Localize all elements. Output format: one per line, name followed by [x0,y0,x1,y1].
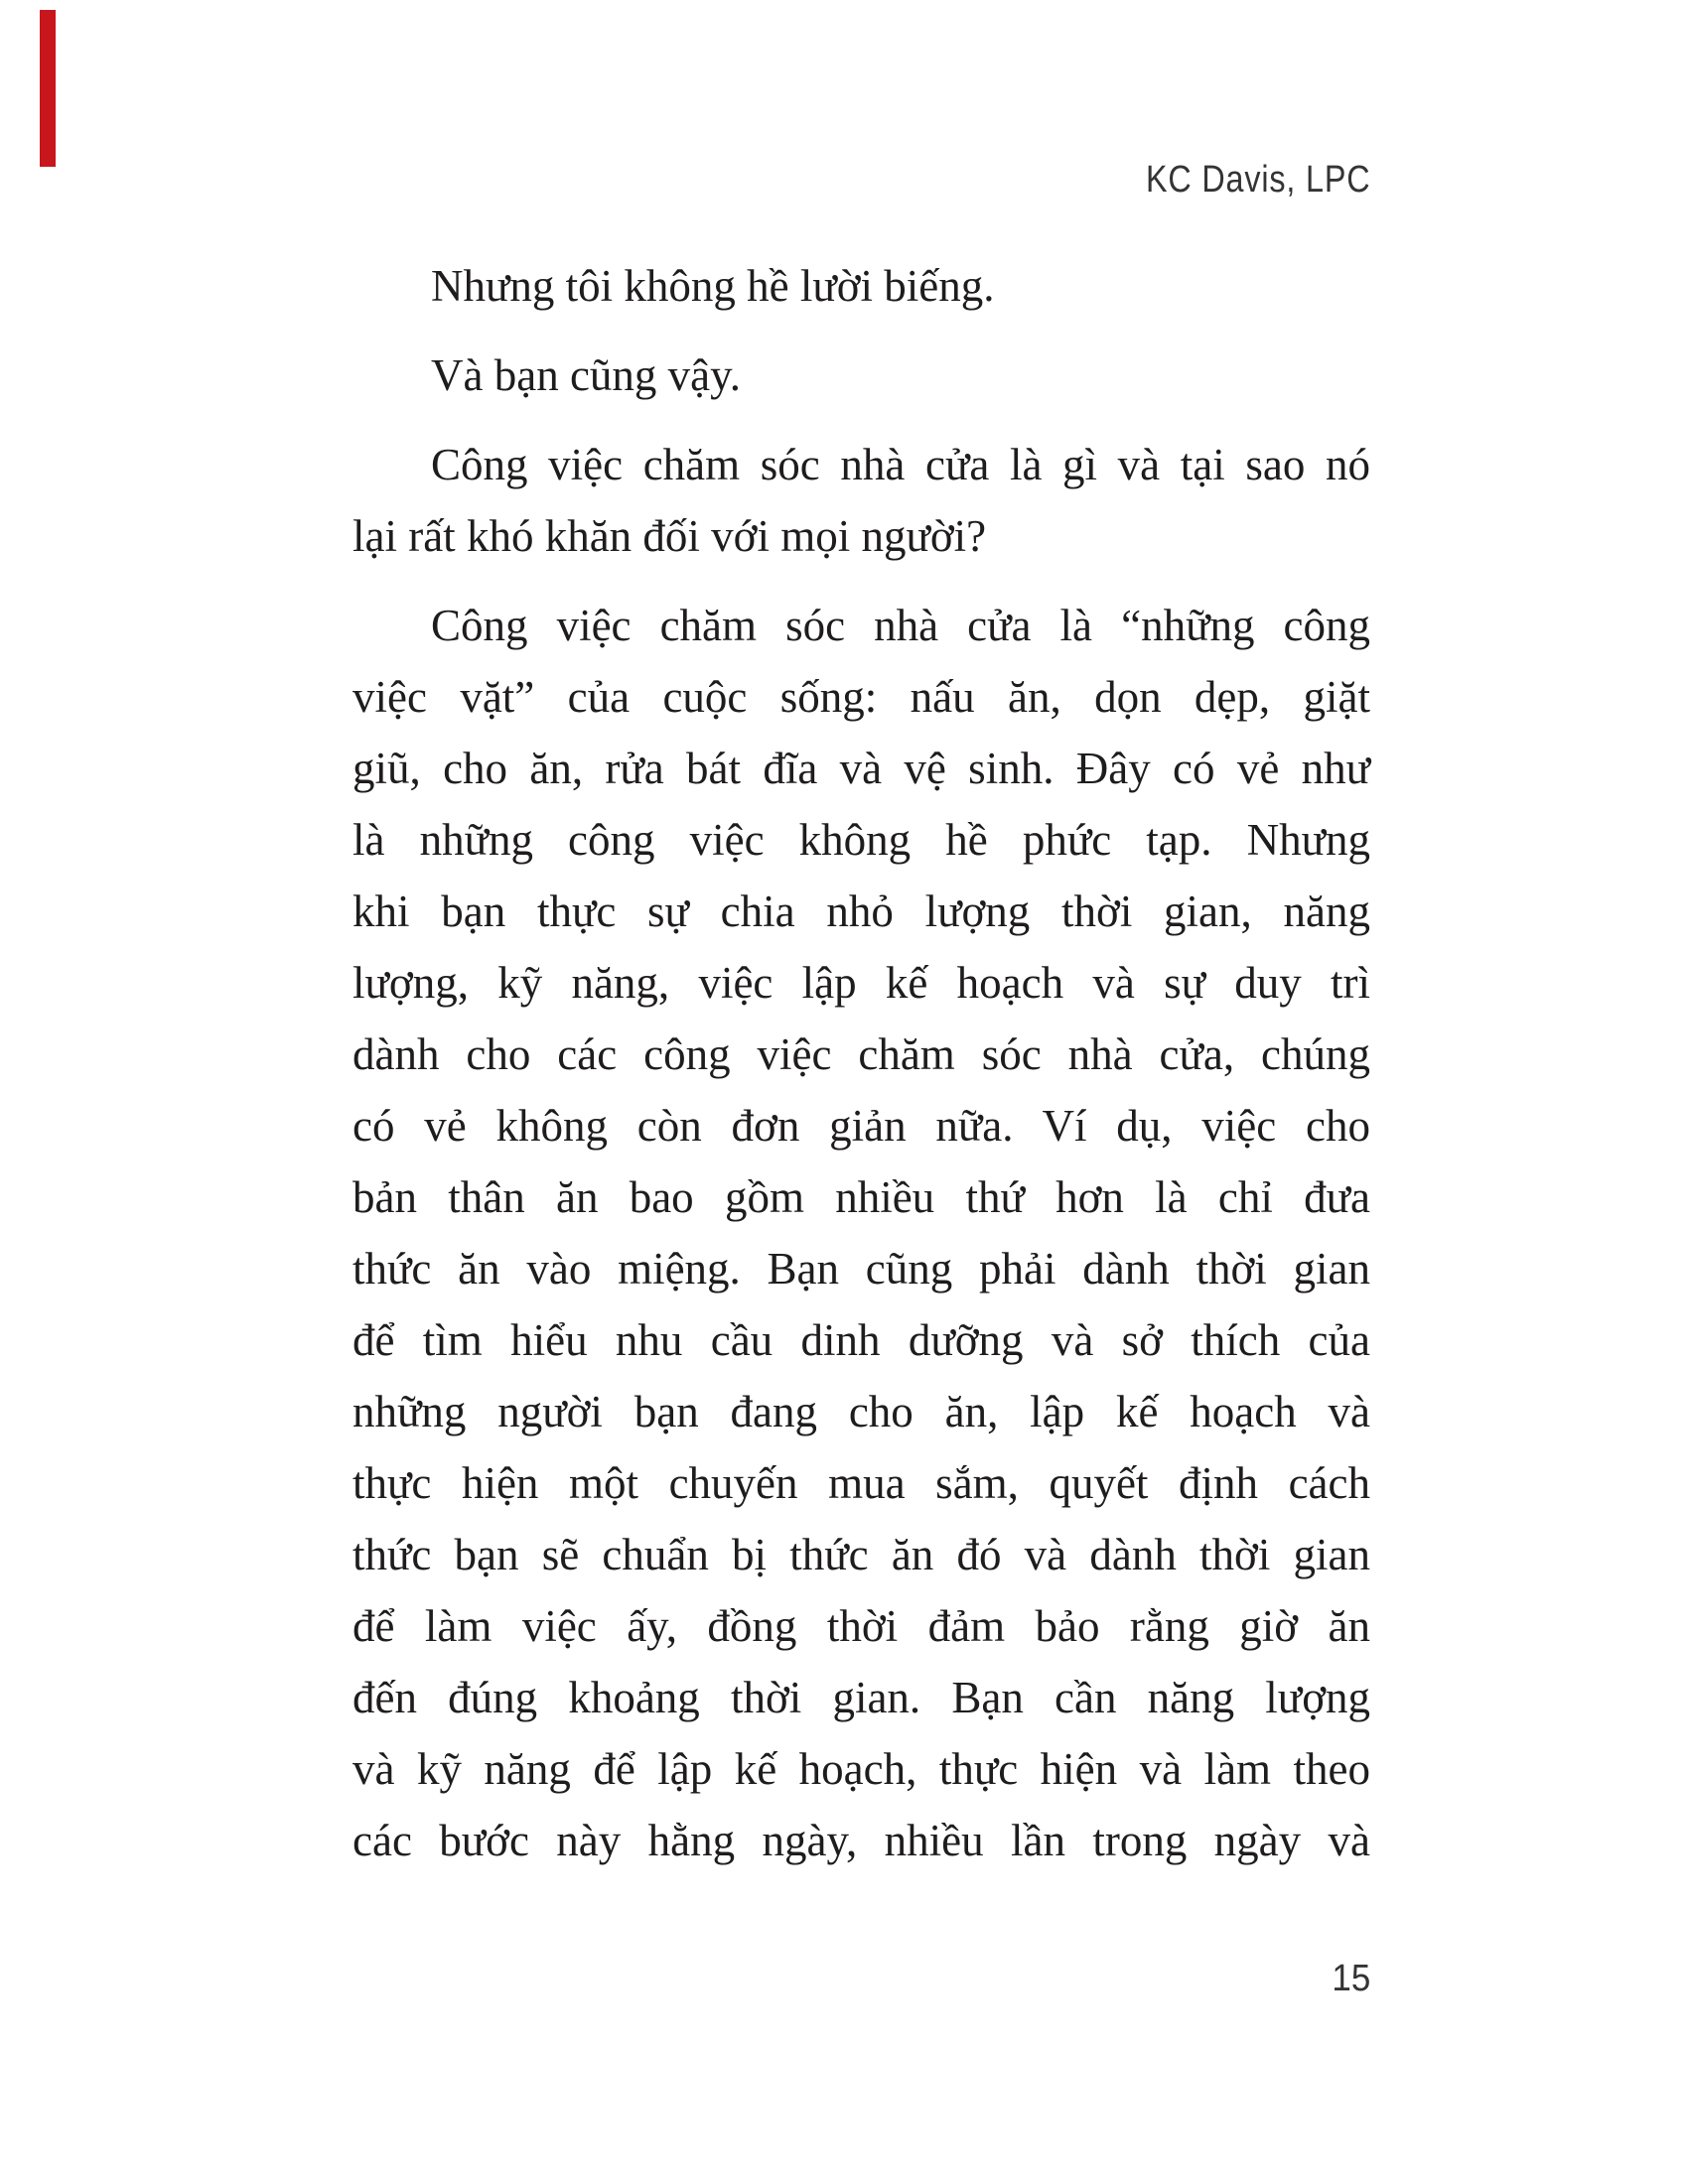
body-text [352,250,1370,1876]
text-line: những người bạn đang cho ăn, lập kế hoạch và [352,1387,1370,1436]
text-line: các bước này hằng ngày, nhiều lần trong ngày và [352,1816,1370,1865]
text-line: lại rất khó khăn đối với mọi người? [352,511,987,561]
text-line: thức bạn sẽ chuẩn bị thức ăn đó và dành thời gian [352,1530,1370,1579]
text-line: bản thân ăn bao gồm nhiều thứ hơn là chỉ đưa [352,1172,1370,1222]
text-line: để tìm hiểu nhu cầu dinh dưỡng và sở thích của [352,1315,1370,1365]
text-line: là những công việc không hề phức tạp. Nhưng [352,815,1370,865]
text-line: Công việc chăm sóc nhà cửa là gì và tại sao nó [431,440,1370,489]
text-line: đến đúng khoảng thời gian. Bạn cần năng lượng [352,1673,1370,1722]
text-line: việc vặt” của cuộc sống: nấu ăn, dọn dẹp, giặt [352,672,1370,722]
text-line: khi bạn thực sự chia nhỏ lượng thời gian, năng [352,887,1370,936]
paragraph [352,429,1370,572]
text-line: thức ăn vào miệng. Bạn cũng phải dành thời gian [352,1244,1370,1294]
paragraph [352,340,1370,411]
running-header-author: KC Davis, LPC [1145,159,1370,201]
text-line: Nhưng tôi không hề lười biếng. [431,261,995,311]
page-number: 15 [1332,1958,1370,1999]
text-line: Và bạn cũng vậy. [431,350,741,400]
text-line: và kỹ năng để lập kế hoạch, thực hiện và làm theo [352,1744,1370,1794]
text-line: giũ, cho ăn, rửa bát đĩa và vệ sinh. Đây có vẻ như [352,744,1370,793]
text-line: Công việc chăm sóc nhà cửa là “những công [431,601,1370,650]
text-line: thực hiện một chuyến mua sắm, quyết định cách [352,1458,1370,1508]
paragraph [352,250,1370,322]
text-line: để làm việc ấy, đồng thời đảm bảo rằng giờ ăn [352,1601,1370,1651]
text-line: dành cho các công việc chăm sóc nhà cửa, chúng [352,1029,1370,1079]
paragraph [352,590,1370,1876]
spine-accent-bar [40,10,56,167]
text-line: lượng, kỹ năng, việc lập kế hoạch và sự duy trì [352,958,1370,1008]
text-line: có vẻ không còn đơn giản nữa. Ví dụ, việc cho [352,1101,1370,1151]
